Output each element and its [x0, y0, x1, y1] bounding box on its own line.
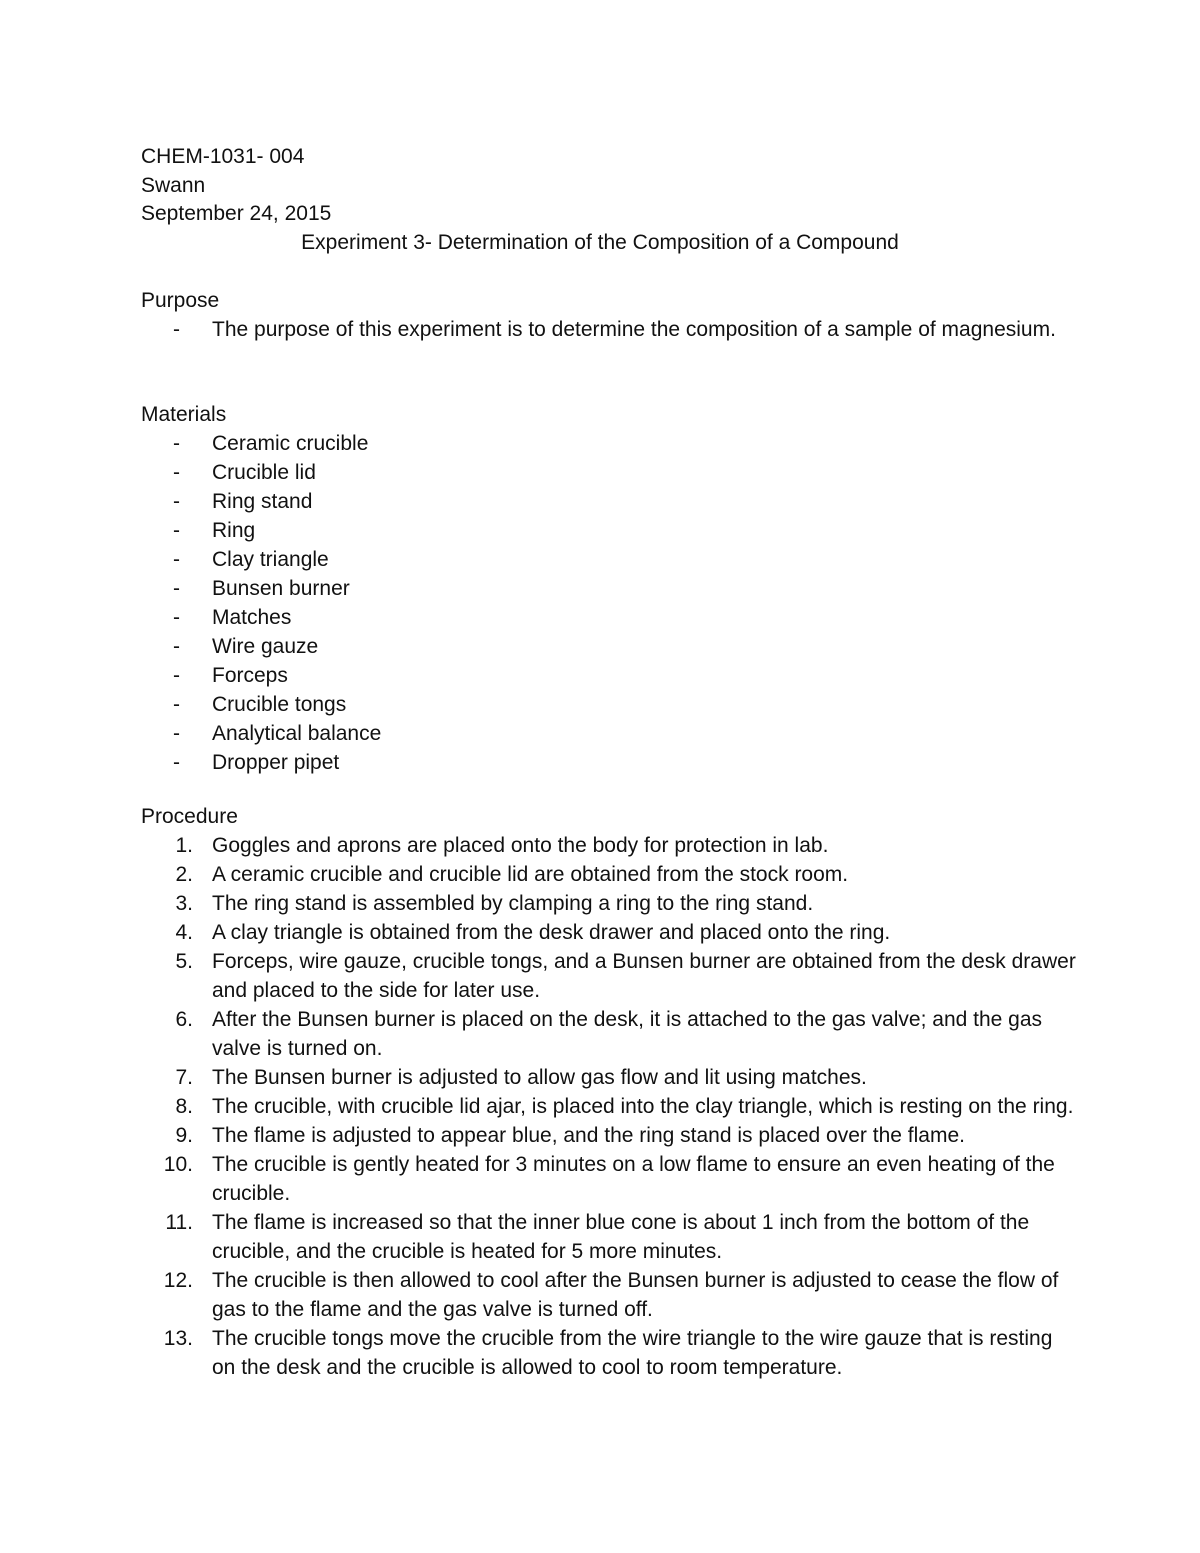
list-item: [141, 918, 1081, 947]
list-item: [141, 889, 1081, 918]
step-number: 2.: [175, 863, 193, 886]
bullet-dash: -: [173, 548, 180, 571]
step-text: A clay triangle is obtained from the desk drawer and placed onto the ring.: [212, 921, 891, 944]
bullet-dash: -: [173, 461, 180, 484]
material-text: Forceps: [212, 664, 288, 687]
step-number: 5.: [175, 950, 193, 973]
list-item: [141, 632, 1081, 661]
step-number: 9.: [175, 1124, 193, 1147]
purpose-text: The purpose of this experiment is to determine the composition of a sample of magnesium.: [212, 318, 1056, 341]
material-text: Bunsen burner: [212, 577, 350, 600]
step-number: 7.: [175, 1066, 193, 1089]
step-text: The crucible is gently heated for 3 minutes on a low flame to ensure an even heating of the crucible.: [212, 1153, 1055, 1205]
bullet-dash: -: [173, 722, 180, 745]
material-text: Matches: [212, 606, 292, 629]
material-text: Wire gauze: [212, 635, 319, 658]
list-item: [141, 1121, 1081, 1150]
material-text: Ceramic crucible: [212, 432, 369, 455]
material-text: Crucible tongs: [212, 693, 347, 716]
bullet-dash: -: [173, 635, 180, 658]
step-text: The Bunsen burner is adjusted to allow gas flow and lit using matches.: [212, 1066, 867, 1089]
material-text: Ring: [212, 519, 256, 542]
step-number: 1.: [175, 834, 193, 857]
bullet-dash: -: [173, 606, 180, 629]
bullet-dash: -: [173, 490, 180, 513]
materials-list: [141, 429, 1081, 777]
list-item: [141, 690, 1081, 719]
list-item: [141, 603, 1081, 632]
step-text: The flame is adjusted to appear blue, and the ring stand is placed over the flame.: [212, 1124, 965, 1147]
purpose-list: [141, 315, 1081, 344]
step-number: 4.: [175, 921, 193, 944]
experiment-title: Experiment 3- Determination of the Composition of a Compound: [301, 231, 899, 254]
list-item: [141, 516, 1081, 545]
step-text: The ring stand is assembled by clamping a ring to the ring stand.: [212, 892, 814, 915]
list-item: [141, 458, 1081, 487]
step-text: The crucible tongs move the crucible from the wire triangle to the wire gauze that is resting on the desk and the crucible is allowed to cool to room temperature.: [212, 1327, 1053, 1379]
list-item: [141, 574, 1081, 603]
list-item: [141, 1063, 1081, 1092]
list-item: [141, 860, 1081, 889]
list-item: [141, 315, 1081, 344]
list-item: [141, 429, 1081, 458]
step-number: 3.: [175, 892, 193, 915]
list-item: [141, 1150, 1081, 1208]
step-text: Forceps, wire gauze, crucible tongs, and a Bunsen burner are obtained from the desk drawer and placed to the side for later use.: [212, 950, 1076, 1002]
bullet-dash: -: [173, 318, 180, 341]
material-text: Analytical balance: [212, 722, 382, 745]
step-text: The crucible is then allowed to cool after the Bunsen burner is adjusted to cease the flow of gas to the flame and the gas valve is turned off.: [212, 1269, 1059, 1321]
material-text: Ring stand: [212, 490, 313, 513]
list-item: [141, 1092, 1081, 1121]
list-item: [141, 545, 1081, 574]
list-item: [141, 661, 1081, 690]
list-item: [141, 1324, 1081, 1382]
list-item: [141, 487, 1081, 516]
step-text: A ceramic crucible and crucible lid are obtained from the stock room.: [212, 863, 849, 886]
bullet-dash: -: [173, 577, 180, 600]
step-number: 12.: [163, 1269, 193, 1292]
step-number: 10.: [163, 1153, 193, 1176]
list-item: [141, 947, 1081, 1005]
purpose-heading: Purpose: [141, 289, 220, 312]
report-date: September 24, 2015: [141, 202, 332, 225]
list-item: [141, 748, 1081, 777]
bullet-dash: -: [173, 519, 180, 542]
step-text: The crucible, with crucible lid ajar, is placed into the clay triangle, which is resting on the ring.: [212, 1095, 1074, 1118]
bullet-dash: -: [173, 432, 180, 455]
step-text: Goggles and aprons are placed onto the body for protection in lab.: [212, 834, 829, 857]
material-text: Crucible lid: [212, 461, 316, 484]
material-text: Dropper pipet: [212, 751, 340, 774]
course-code: CHEM-1031- 004: [141, 145, 305, 168]
list-item: [141, 719, 1081, 748]
step-text: After the Bunsen burner is placed on the desk, it is attached to the gas valve; and the gas valve is turned on.: [212, 1008, 1043, 1060]
step-number: 13.: [163, 1327, 193, 1350]
list-item: [141, 1266, 1081, 1324]
material-text: Clay triangle: [212, 548, 329, 571]
step-number: 8.: [175, 1095, 193, 1118]
list-item: [141, 1005, 1081, 1063]
materials-heading: Materials: [141, 403, 227, 426]
bullet-dash: -: [173, 693, 180, 716]
step-number: 6.: [175, 1008, 193, 1031]
procedure-list: [141, 831, 1081, 1382]
instructor-name: Swann: [141, 174, 206, 197]
step-number: 11.: [165, 1211, 193, 1234]
bullet-dash: -: [173, 751, 180, 774]
list-item: [141, 831, 1081, 860]
list-item: [141, 1208, 1081, 1266]
bullet-dash: -: [173, 664, 180, 687]
step-text: The flame is increased so that the inner blue cone is about 1 inch from the bottom of the crucible, and the crucible is heated for 5 more minutes.: [212, 1211, 1030, 1263]
procedure-heading: Procedure: [141, 805, 238, 828]
